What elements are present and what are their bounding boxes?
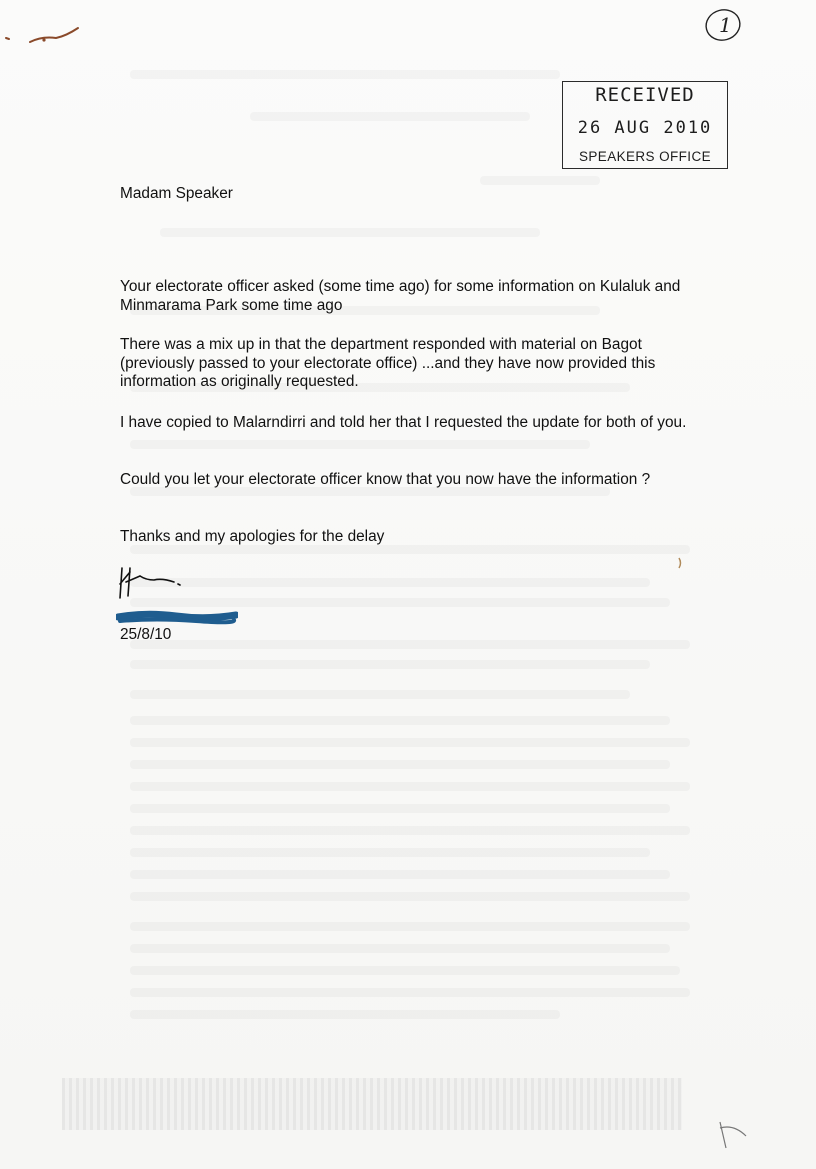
corner-scan-mark	[716, 1118, 756, 1158]
page-number-circle	[704, 6, 742, 44]
page-number-text: 1	[719, 13, 732, 37]
stamp-received-label: RECEIVED	[595, 84, 695, 106]
received-stamp	[562, 81, 728, 169]
paragraph-request: Your electorate officer asked (some time ago) for some information on Kulaluk and Minmarama Park some time ago	[120, 278, 681, 314]
paragraph-copied: I have copied to Malarndirri and told her that I requested the update for both of you.	[120, 414, 687, 432]
rust-stain-mark	[0, 20, 100, 60]
handwritten-signature	[116, 562, 186, 610]
scan-speck	[676, 556, 686, 570]
paragraph-question: Could you let your electorate officer know that you now have the information ?	[120, 471, 651, 489]
letter-date: 25/8/10	[120, 626, 172, 643]
paragraph-closing: Thanks and my apologies for the delay	[120, 528, 385, 546]
stamp-date: 26 AUG 2010	[577, 118, 713, 138]
paragraph-mixup: There was a mix up in that the department responded with material on Bagot (previously passed to your electorate office) ...and they have now provided this information as originally requested.	[120, 336, 656, 391]
salutation: Madam Speaker	[120, 185, 233, 202]
stamp-office: SPEAKERS OFFICE	[578, 149, 712, 164]
redacted-name	[116, 608, 238, 628]
scan-artifact-band	[62, 1078, 682, 1130]
